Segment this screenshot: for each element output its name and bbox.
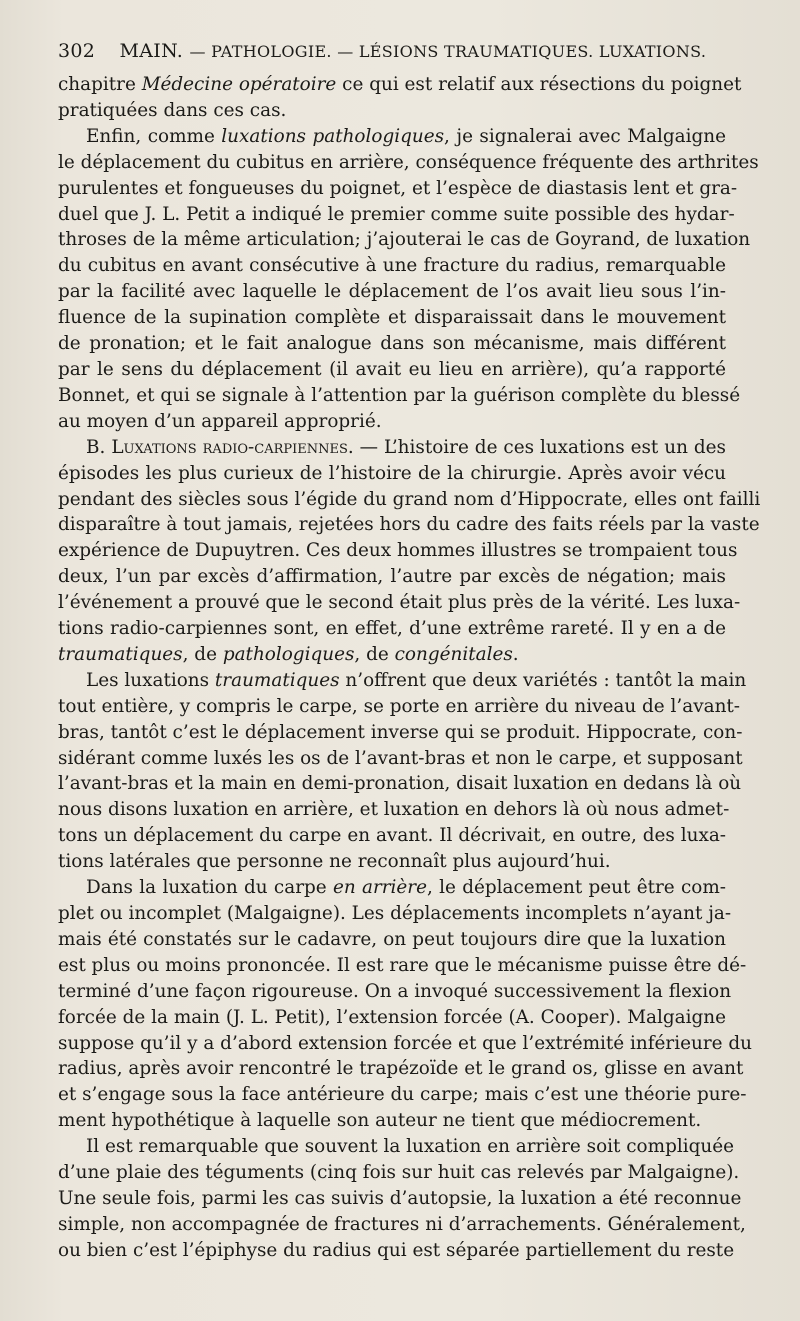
- text-line: traumatiques, de pathologiques, de congénitales.: [58, 643, 519, 665]
- text-line: chapitre Médecine opératoire ce qui est relatif aux résections du poignet: [58, 74, 742, 95]
- text-line: Les luxations traumatiques n’offrent que deux variétés : tantôt la main: [86, 669, 747, 691]
- text-line: nous disons luxation en arrière, et luxation en dehors là où nous admet-: [58, 799, 730, 821]
- text-line: d’une plaie des téguments (cinq fois sur huit cas relevés par Malgaigne).: [58, 1162, 740, 1184]
- text-line: B. Luxations radio-carpiennes. — L’histoire de ces luxations est un des: [86, 436, 726, 458]
- text-line: par le sens du déplacement (il avait eu lieu en arrière), qu’a rapporté: [58, 358, 726, 380]
- page-number: 302: [58, 40, 96, 62]
- text-line: Enfin, comme luxations pathologiques, je signalerai avec Malgaigne: [86, 125, 726, 147]
- text-line: Bonnet, et qui se signale à l’attention par la guérison complète du blessé: [58, 384, 741, 406]
- text-line: duel que J. L. Petit a indiqué le premier comme suite possible des hydar-: [58, 203, 735, 225]
- text-line: pendant des siècles sous l’égide du grand nom d’Hippocrate, elles ont failli: [58, 488, 761, 510]
- text-line: radius, après avoir rencontré le trapézoïde et le grand os, glisse en avant: [58, 1058, 744, 1080]
- text-line: tout entière, y compris le carpe, se porte en arrière du niveau de l’avant-: [58, 695, 741, 717]
- text-line: purulentes et fongueuses du poignet, et l’espèce de diastasis lent et gra-: [58, 177, 738, 199]
- running-head-main: MAIN.: [119, 40, 184, 62]
- text-line: expérience de Dupuytren. Ces deux hommes illustres se trompaient tous: [58, 540, 738, 562]
- body-text: [58, 72, 761, 1264]
- text-line: pratiquées dans ces cas.: [58, 99, 287, 121]
- text-line: l’avant-bras et la main en demi-pronation, disait luxation en dedans là où: [58, 773, 742, 795]
- text-line: épisodes les plus curieux de l’histoire de la chirurgie. Après avoir vécu: [58, 462, 726, 484]
- text-line: sidérant comme luxés les os de l’avant-bras et non le carpe, et supposant: [58, 747, 743, 769]
- text-line: simple, non accompagnée de fractures ni d’arrachements. Généralement,: [58, 1213, 746, 1235]
- text-line: terminé d’une façon rigoureuse. On a invoqué successivement la flexion: [58, 980, 732, 1002]
- text-line: ou bien c’est l’épiphyse du radius qui est séparée partiellement du reste: [58, 1239, 735, 1261]
- text-line: du cubitus en avant consécutive à une fracture du radius, remarquable: [58, 255, 726, 277]
- text-line: ment hypothétique à laquelle son auteur ne tient que médiocrement.: [58, 1110, 702, 1132]
- text-line: bras, tantôt c’est le déplacement inverse qui se produit. Hippocrate, con-: [58, 721, 743, 743]
- text-line: deux, l’un par excès d’affirmation, l’autre par excès de négation; mais: [58, 566, 726, 588]
- running-header: [58, 40, 738, 62]
- text-line: forcée de la main (J. L. Petit), l’extension forcée (A. Cooper). Malgaigne: [58, 1006, 726, 1028]
- text-line: et s’engage sous la face antérieure du carpe; mais c’est une théorie pure-: [58, 1084, 747, 1106]
- text-line: l’événement a prouvé que le second était plus près de la vérité. Les luxa-: [58, 592, 741, 614]
- running-head-rest: — PATHOLOGIE. — LÉSIONS TRAUMATIQUES. LUXATIONS.: [189, 42, 707, 61]
- text-line: tons un déplacement du carpe en avant. Il décrivait, en outre, des luxa-: [58, 825, 726, 847]
- text-line: le déplacement du cubitus en arrière, conséquence fréquente des arthrites: [58, 151, 759, 173]
- text-line: au moyen d’un appareil approprié.: [58, 410, 382, 432]
- text-line: tions radio-carpiennes sont, en effet, d’une extrême rareté. Il y en a de: [58, 618, 726, 640]
- text-line: par la facilité avec laquelle le déplacement de l’os avait lieu sous l’in-: [58, 281, 726, 303]
- text-line: disparaître à tout jamais, rejetées hors du cadre des faits réels par la vaste: [58, 514, 760, 536]
- text-line: est plus ou moins prononcée. Il est rare que le mécanisme puisse être dé-: [58, 954, 747, 976]
- text-line: fluence de la supination complète et disparaissait dans le mouvement: [58, 307, 726, 329]
- text-line: de pronation; et le fait analogue dans son mécanisme, mais différent: [58, 333, 726, 355]
- text-line: tions latérales que personne ne reconnaît plus aujourd’hui.: [58, 851, 611, 873]
- text-line: throses de la même articulation; j’ajouterai le cas de Goyrand, de luxation: [58, 229, 751, 251]
- text-line: Une seule fois, parmi les cas suivis d’autopsie, la luxation a été reconnue: [58, 1187, 742, 1209]
- text-line: plet ou incomplet (Malgaigne). Les déplacements incomplets n’ayant ja-: [58, 903, 732, 924]
- text-line: Il est remarquable que souvent la luxation en arrière soit compliquée: [86, 1136, 734, 1158]
- text-line: Dans la luxation du carpe en arrière, le déplacement peut être com-: [86, 877, 726, 899]
- text-line: mais été constatés sur le cadavre, on peut toujours dire que la luxation: [58, 928, 726, 950]
- text-line: suppose qu’il y a d’abord extension forcée et que l’extrémité inférieure du: [58, 1032, 752, 1054]
